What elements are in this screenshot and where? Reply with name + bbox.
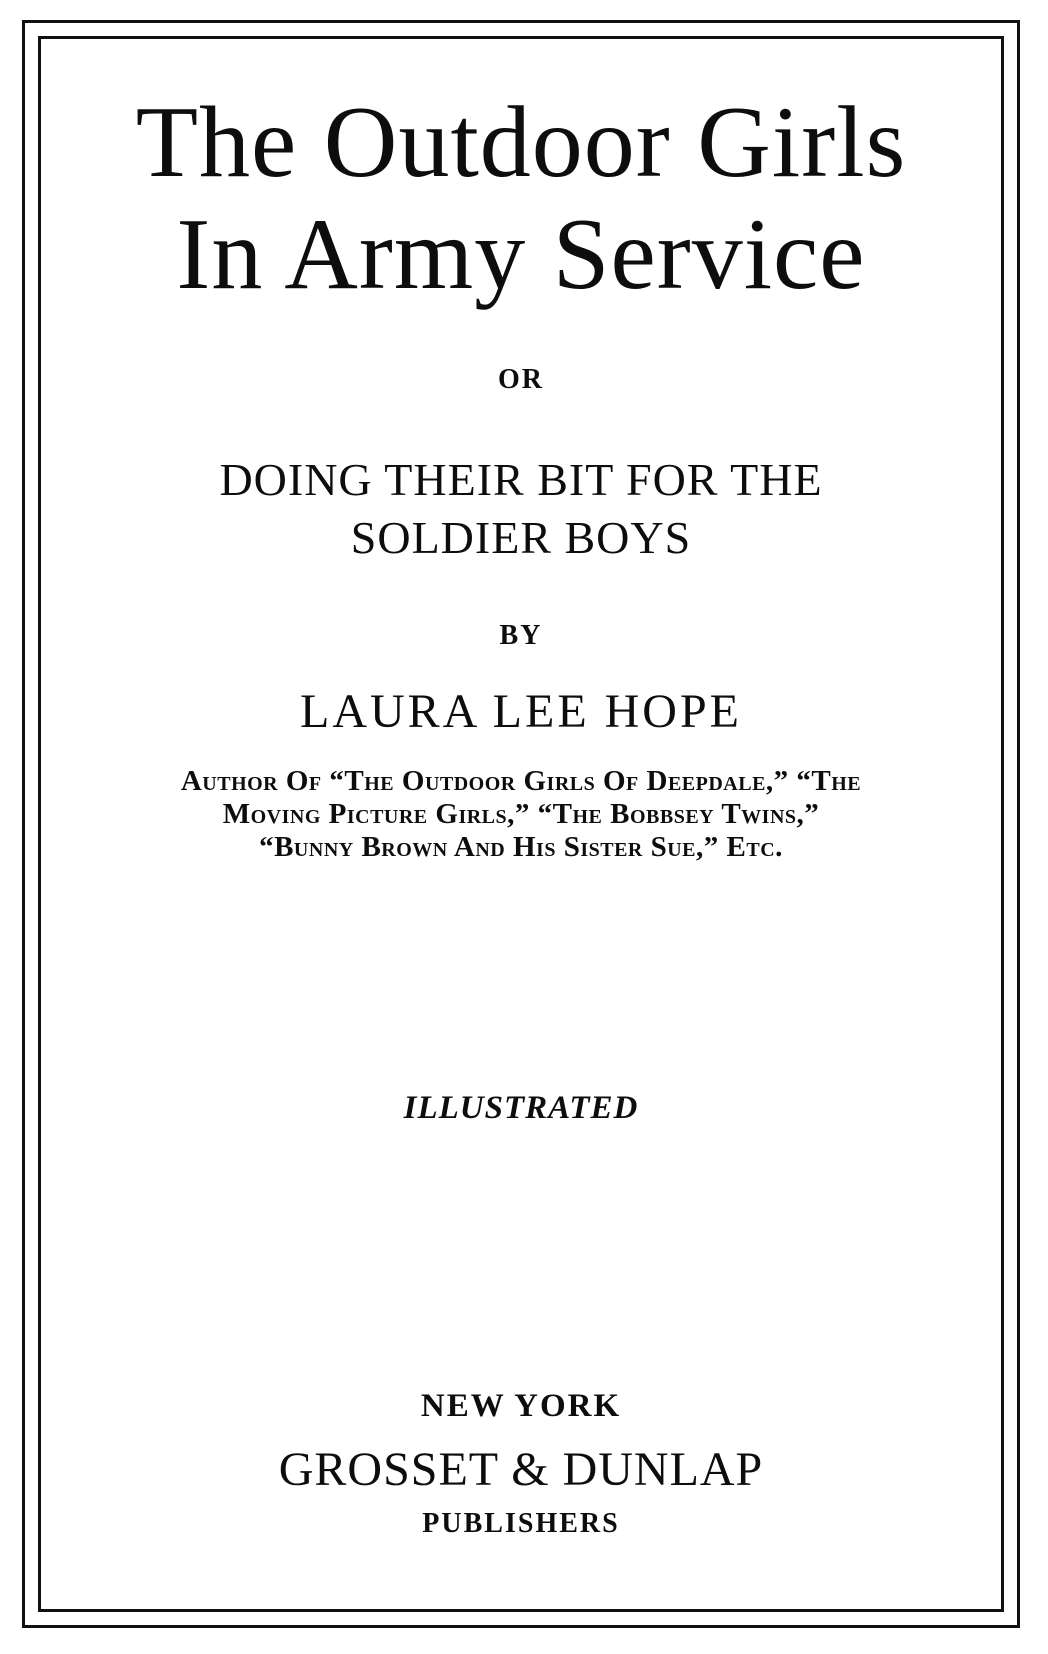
subtitle-line-2: SOLDIER BOYS [350,512,692,563]
publishers-label: PUBLISHERS [422,1508,620,1539]
publisher-name: GROSSET & DUNLAP [278,1443,764,1496]
by-label: BY [499,620,543,651]
or-separator: OR [498,364,544,395]
book-title-line-2: In Army Service [176,198,866,311]
author-credits-line-3: “Bunny Brown And His Sister Sue,” Etc. [259,831,783,863]
book-title-line-1: The Outdoor Girls [135,86,907,199]
publication-place: NEW YORK [420,1388,622,1424]
author-name: LAURA LEE HOPE [300,685,742,738]
subtitle-line-1: DOING THEIR BIT FOR THE [219,454,823,505]
author-credits-line-2: Moving Picture Girls,” “The Bobbsey Twins,” [222,798,820,830]
author-credits-line-1: Author Of “The Outdoor Girls Of Deepdale,” “The [180,765,862,797]
illustrated-label: ILLUSTRATED [403,1090,639,1126]
